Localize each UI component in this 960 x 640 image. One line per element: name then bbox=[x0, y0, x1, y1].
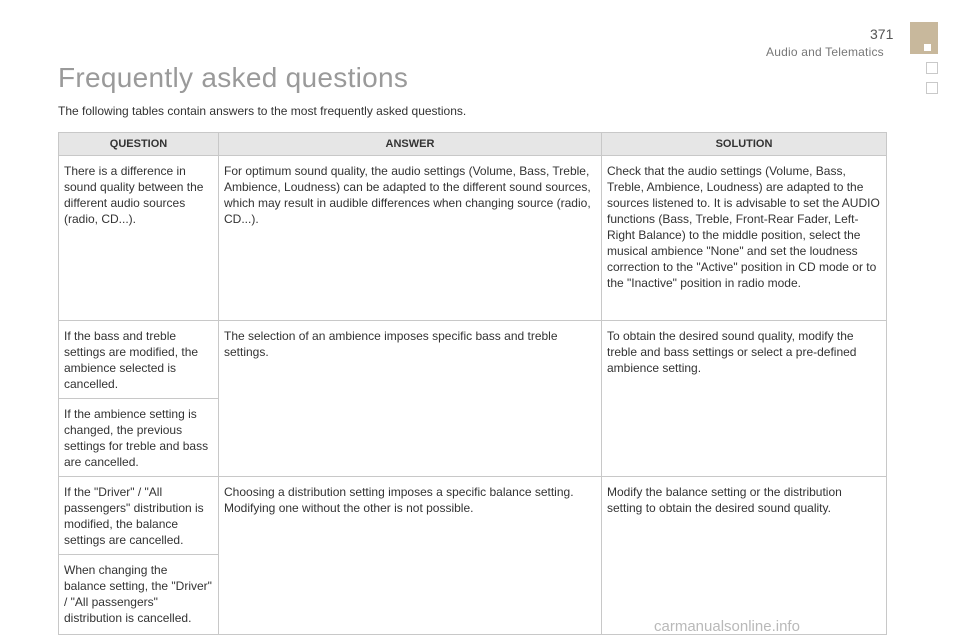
table-header-row bbox=[59, 133, 887, 156]
answer-cell: For optimum sound quality, the audio settings (Volume, Bass, Treble, Ambience, Loudness) can be adapted to the different sound sources, which may result in audible differences when changing source (radio, CD...). bbox=[219, 156, 602, 321]
solution-cell: Modify the balance setting or the distribution setting to obtain the desired sound quality. bbox=[602, 477, 887, 635]
section-tab-box bbox=[926, 82, 938, 94]
table-row bbox=[59, 321, 887, 399]
question-cell: If the bass and treble settings are modified, the ambience selected is cancelled. bbox=[59, 321, 219, 399]
section-tab-box bbox=[926, 62, 938, 74]
solution-cell: Check that the audio settings (Volume, Bass, Treble, Ambience, Loudness) are adapted to the sources listened to. It is advisable to set the AUDIO functions (Bass, Treble, Front-Rear Fader, Left-Right Balance) to the middle position, select the musical ambience "None" and set the loudness correction to the "Active" position in CD mode or to the "Inactive" position in radio mode. bbox=[602, 156, 887, 321]
answer-cell: The selection of an ambience imposes specific bass and treble settings. bbox=[219, 321, 602, 477]
section-title: Audio and Telematics bbox=[766, 45, 884, 59]
column-header-question: QUESTION bbox=[59, 133, 219, 156]
question-cell: There is a difference in sound quality between the different audio sources (radio, CD...). bbox=[59, 156, 219, 321]
intro-text: The following tables contain answers to the most frequently asked questions. bbox=[58, 104, 467, 118]
question-cell: When changing the balance setting, the "Driver" / "All passengers" distribution is cancelled. bbox=[59, 555, 219, 635]
section-tab-dot bbox=[924, 44, 931, 51]
watermark: carmanualsonline.info bbox=[654, 618, 800, 635]
page-number: 371 bbox=[870, 26, 894, 42]
question-cell: If the "Driver" / "All passengers" distribution is modified, the balance settings are cancelled. bbox=[59, 477, 219, 555]
table-row bbox=[59, 156, 887, 321]
page-title: Frequently asked questions bbox=[58, 62, 409, 93]
answer-cell: Choosing a distribution setting imposes a specific balance setting. Modifying one without the other is not possible. bbox=[219, 477, 602, 635]
column-header-solution: SOLUTION bbox=[602, 133, 887, 156]
faq-table bbox=[58, 132, 887, 635]
question-cell: If the ambience setting is changed, the previous settings for treble and bass are cancelled. bbox=[59, 399, 219, 477]
column-header-answer: ANSWER bbox=[219, 133, 602, 156]
table-row bbox=[59, 477, 887, 555]
solution-cell: To obtain the desired sound quality, modify the treble and bass settings or select a pre-defined ambience setting. bbox=[602, 321, 887, 477]
